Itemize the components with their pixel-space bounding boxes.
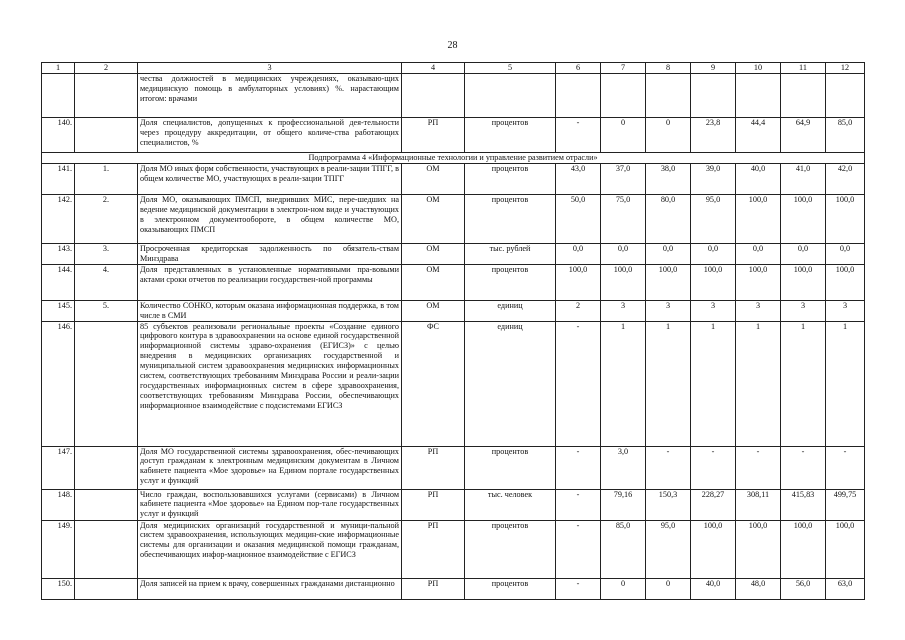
value-cell: - [556,118,601,153]
indicator-text: Количество СОНКО, которым оказана информационная поддержка, в том числе в СМИ [138,300,402,321]
header-cell: 7 [601,63,646,74]
value-cell: 0,0 [826,243,865,264]
value-cell: 100,0 [826,194,865,243]
row-number-cell: 145. [42,300,75,321]
value-cell: - [826,446,865,489]
unit-cell: процентов [465,446,556,489]
type-cell: РП [402,118,465,153]
value-cell: 0,0 [736,243,781,264]
value-cell: 100,0 [736,264,781,300]
table-row [42,578,865,599]
table-body [42,63,865,600]
continuation-row [42,74,865,118]
value-cell: 228,27 [691,489,736,520]
header-cell: 12 [826,63,865,74]
indicator-text: Доля МО иных форм собственности, участвующих в реали-зации ТПГГ, в общем количестве МО, участвующих в реали-зации ТПГГ [138,163,402,194]
value-cell: 100,0 [781,520,826,578]
value-cell: 63,0 [826,578,865,599]
value-cell: 37,0 [601,163,646,194]
indicator-text: чества должностей в медицинских учреждениях, оказываю-щих медицинскую помощь в амбулаторных условиях) %. нарастающим итогом: врачами [138,74,402,118]
value-cell: 1 [691,321,736,446]
value-cell: 23,8 [691,118,736,153]
type-cell: РП [402,446,465,489]
value-cell: 0,0 [601,243,646,264]
unit-cell: тыс. человек [465,489,556,520]
table-row [42,321,865,446]
value-cell: 56,0 [781,578,826,599]
value-cell: - [556,321,601,446]
header-cell: 9 [691,63,736,74]
indicators-table [41,62,865,600]
header-cell: 10 [736,63,781,74]
type-cell: ФС [402,321,465,446]
indicator-text: 85 субъектов реализовали региональные проекты «Создание единого цифрового контура в здравоохранении на основе единой государственной информационной системы здраво-охранения (ЕГИСЗ)» с целью внедрения в медицинских организациях государственной и муниципальной систем здравоохранения медицинских информационных систем, соответствующих требованиям Минздрава России и реали-зации государственных информационных систем в сфере здравоохранения, соответствующих требованиям Минздрава России, обеспечивающих информационное взаимодействие с подсистемами ЕГИСЗ [138,321,402,446]
value-cell: 308,11 [736,489,781,520]
row-number-cell: 140. [42,118,75,153]
value-cell: 38,0 [646,163,691,194]
row-subnumber-cell [75,520,138,578]
value-cell: 48,0 [736,578,781,599]
value-cell: 85,0 [601,520,646,578]
row-subnumber-cell: 2. [75,194,138,243]
unit-cell: процентов [465,194,556,243]
type-cell: РП [402,489,465,520]
row-number-cell [42,74,75,118]
indicator-text: Доля записей на прием к врачу, совершенных гражданами дистанционно [138,578,402,599]
indicator-text: Доля специалистов, допущенных к профессиональной дея-тельности через процедуру аккредитации, от общего количе-ства работающих специалистов, % [138,118,402,153]
value-cell: - [556,520,601,578]
value-cell: 79,16 [601,489,646,520]
row-subnumber-cell: 1. [75,163,138,194]
value-cell: 44,4 [736,118,781,153]
value-cell: 42,0 [826,163,865,194]
value-cell: - [556,446,601,489]
type-cell: РП [402,578,465,599]
value-cell: 100,0 [646,264,691,300]
value-cell: 0 [646,578,691,599]
value-cell [826,74,865,118]
row-subnumber-cell: 4. [75,264,138,300]
value-cell: 0 [601,118,646,153]
value-cell: 100,0 [781,194,826,243]
value-cell: 1 [781,321,826,446]
value-cell: - [736,446,781,489]
header-cell: 1 [42,63,75,74]
type-cell: ОМ [402,264,465,300]
value-cell: 1 [826,321,865,446]
table-row [42,243,865,264]
value-cell: 1 [646,321,691,446]
value-cell [556,74,601,118]
value-cell: 95,0 [646,520,691,578]
page-number: 28 [447,40,458,51]
indicator-text: Доля МО государственной системы здравоохранения, обес-печивающих доступ гражданам к электронным медицинским документам в Личном кабинете пациента «Мое здоровье» на Едином портале государственных услуг и функций [138,446,402,489]
indicator-text: Доля представленных в установленные нормативными пра-вовыми актами сроки отчетов по реализации государствен-ной программы [138,264,402,300]
row-number-cell: 150. [42,578,75,599]
unit-cell: процентов [465,163,556,194]
row-subnumber-cell [75,74,138,118]
indicator-text: Доля медицинских организаций государственной и муници-пальной систем здравоохранения, использующих медицин-ские информационные системы для организации и оказания медицинской помощи гражданам, обеспечивающих инфор-мационное взаимодействие с ЕГИСЗ [138,520,402,578]
type-cell: ОМ [402,194,465,243]
value-cell: 40,0 [691,578,736,599]
table-row [42,118,865,153]
value-cell: 3 [781,300,826,321]
value-cell: 0 [601,578,646,599]
unit-cell: единиц [465,321,556,446]
value-cell: 39,0 [691,163,736,194]
value-cell: 40,0 [736,163,781,194]
value-cell: 3 [601,300,646,321]
value-cell: 50,0 [556,194,601,243]
value-cell: 100,0 [781,264,826,300]
value-cell: 100,0 [601,264,646,300]
value-cell: 0,0 [691,243,736,264]
value-cell: 85,0 [826,118,865,153]
type-cell [402,74,465,118]
indicator-text: Просроченная кредиторская задолженность по обязатель-ствам Минздрава [138,243,402,264]
value-cell: 95,0 [691,194,736,243]
type-cell: РП [402,520,465,578]
value-cell: - [691,446,736,489]
table-row [42,520,865,578]
row-subnumber-cell [75,321,138,446]
row-number-cell: 142. [42,194,75,243]
header-cell: 2 [75,63,138,74]
value-cell: 100,0 [736,520,781,578]
row-subnumber-cell [75,446,138,489]
type-cell: ОМ [402,300,465,321]
value-cell [781,74,826,118]
value-cell: 150,3 [646,489,691,520]
section-row [42,153,865,164]
unit-cell: тыс. рублей [465,243,556,264]
row-number-cell: 149. [42,520,75,578]
row-subnumber-cell: 3. [75,243,138,264]
indicator-text: Доля МО, оказывающих ПМСП, внедривших МИС, пере-шедших на ведение медицинской документации в электрон-ном виде и участвующих в электронном документообороте, в общем количестве МО, оказывающих ПМСП [138,194,402,243]
value-cell: 100,0 [826,264,865,300]
type-cell: ОМ [402,163,465,194]
table-row [42,446,865,489]
unit-cell [465,74,556,118]
value-cell: 0 [646,118,691,153]
indicator-text: Число граждан, воспользовавшихся услугами (сервисами) в Личном кабинете пациента «Мое здоровье» на Едином пор-тале государственных услуг и функций [138,489,402,520]
value-cell: 75,0 [601,194,646,243]
value-cell: 100,0 [691,520,736,578]
value-cell: 1 [601,321,646,446]
value-cell: 43,0 [556,163,601,194]
unit-cell: процентов [465,578,556,599]
value-cell [691,74,736,118]
table-row [42,489,865,520]
unit-cell: единиц [465,300,556,321]
value-cell: 0,0 [646,243,691,264]
row-subnumber-cell: 5. [75,300,138,321]
value-cell: 100,0 [556,264,601,300]
row-number-cell: 144. [42,264,75,300]
value-cell: 100,0 [826,520,865,578]
row-subnumber-cell [75,578,138,599]
header-cell: 4 [402,63,465,74]
value-cell: - [781,446,826,489]
header-cell: 6 [556,63,601,74]
header-row [42,63,865,74]
type-cell: ОМ [402,243,465,264]
value-cell: 0,0 [556,243,601,264]
row-number-cell: 148. [42,489,75,520]
section-title: Подпрограмма 4 «Информационные технологии и управление развитием отрасли» [42,153,865,164]
value-cell: 2 [556,300,601,321]
unit-cell: процентов [465,264,556,300]
unit-cell: процентов [465,118,556,153]
header-cell: 11 [781,63,826,74]
value-cell: 64,9 [781,118,826,153]
value-cell: 100,0 [691,264,736,300]
value-cell: 3 [826,300,865,321]
row-number-cell: 146. [42,321,75,446]
value-cell: - [556,578,601,599]
table-row [42,194,865,243]
value-cell: - [556,489,601,520]
value-cell: 100,0 [736,194,781,243]
value-cell [646,74,691,118]
value-cell: 3,0 [601,446,646,489]
value-cell [601,74,646,118]
unit-cell: процентов [465,520,556,578]
row-number-cell: 141. [42,163,75,194]
header-cell: 3 [138,63,402,74]
row-number-cell: 143. [42,243,75,264]
table-row [42,264,865,300]
value-cell: 415,83 [781,489,826,520]
row-number-cell: 147. [42,446,75,489]
value-cell: 41,0 [781,163,826,194]
value-cell: 499,75 [826,489,865,520]
value-cell: 3 [646,300,691,321]
value-cell: - [646,446,691,489]
value-cell: 1 [736,321,781,446]
header-cell: 5 [465,63,556,74]
value-cell: 0,0 [781,243,826,264]
row-subnumber-cell [75,118,138,153]
table-row [42,163,865,194]
header-cell: 8 [646,63,691,74]
value-cell: 80,0 [646,194,691,243]
table-row [42,300,865,321]
value-cell: 3 [736,300,781,321]
row-subnumber-cell [75,489,138,520]
value-cell [736,74,781,118]
value-cell: 3 [691,300,736,321]
